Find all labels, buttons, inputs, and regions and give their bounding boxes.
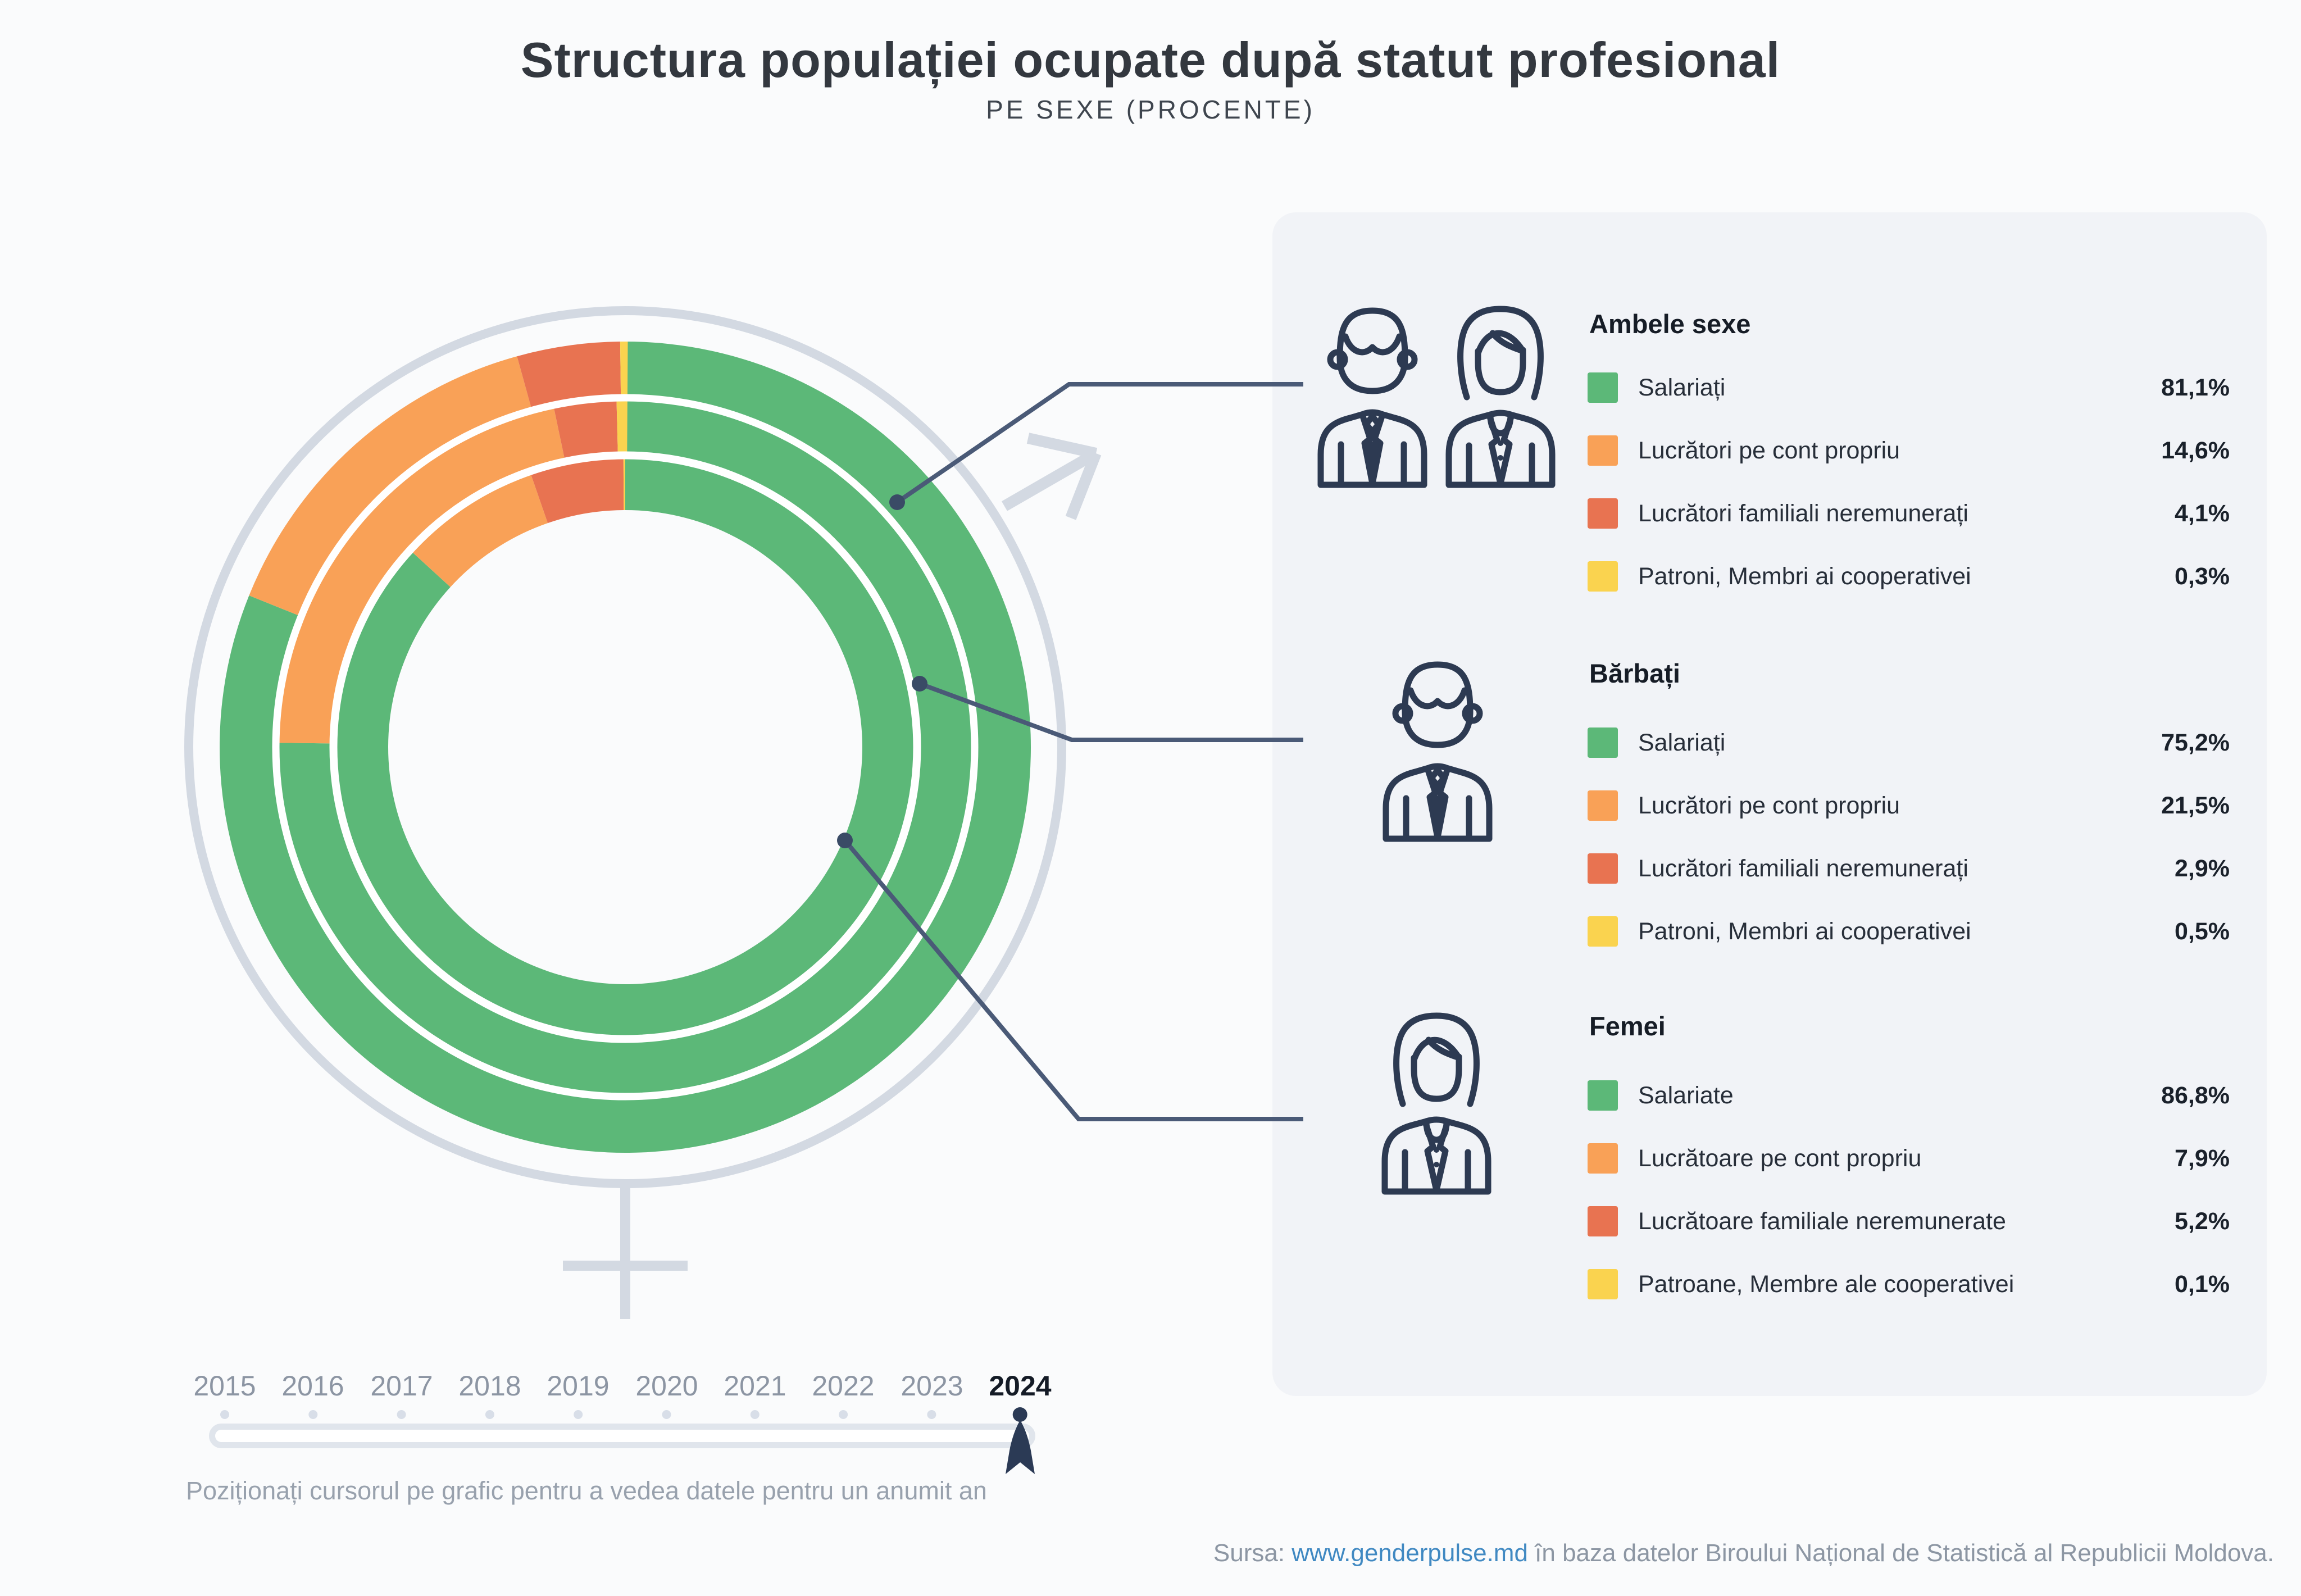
source-suffix: în baza datelor Biroului Național de Statistică al Republicii Moldova. [1527,1539,2274,1567]
legend-row-value: 75,2% [2161,729,2230,756]
connector-dot [912,676,927,692]
connector-dot [889,494,905,510]
slider-dot-2017[interactable] [397,1410,406,1419]
year-2016[interactable]: 2016 [281,1370,344,1402]
year-2017[interactable]: 2017 [370,1370,433,1402]
slider-dot-2016[interactable] [308,1410,317,1419]
legend-row-value: 14,6% [2161,436,2230,464]
female-cross-icon [563,1183,688,1319]
legend-row-value: 0,5% [2174,917,2230,945]
year-slider-handle[interactable] [1005,1419,1035,1476]
legend-row-value: 2,9% [2174,854,2230,882]
year-slider-track[interactable] [209,1424,1035,1448]
connector-dot [837,833,853,848]
legend-row-label: Lucrători pe cont propriu [1638,792,1900,819]
legend-row-label: Lucrători familiali neremunerați [1638,499,1968,527]
legend-row-value: 7,9% [2174,1144,2230,1172]
page-subtitle: PE SEXE (PROCENTE) [986,95,1315,124]
connector-line [897,384,1303,502]
group-heading-barbati: Bărbați [1589,658,1680,688]
slider-dot-2022[interactable] [839,1410,848,1419]
male-arrow-icon [1004,438,1096,518]
legend-row-value: 81,1% [2161,374,2230,401]
legend-row-label: Lucrătoare familiale neremunerate [1638,1207,2006,1235]
legend-row-value: 0,1% [2174,1270,2230,1298]
donut-ring-inner[interactable] [336,458,914,1036]
legend-row-label: Salariate [1638,1081,1734,1109]
slider-dot-2015[interactable] [220,1410,229,1419]
slider-dot-2018[interactable] [485,1410,494,1419]
ring-separator [334,456,917,1039]
year-2020[interactable]: 2020 [635,1370,698,1402]
year-2015[interactable]: 2015 [193,1370,256,1402]
legend-row-label: Salariați [1638,729,1726,756]
legend-row-label: Salariați [1638,374,1726,401]
source-prefix: Sursa: [1213,1539,1292,1567]
year-2023[interactable]: 2023 [901,1370,963,1402]
legend-row-label: Lucrători familiali neremunerați [1638,854,1968,882]
year-2019[interactable]: 2019 [547,1370,610,1402]
source-link[interactable]: www.genderpulse.md [1292,1539,1528,1567]
slider-caption: Poziționați cursorul pe grafic pentru a vedea datele pentru un anumit an [186,1476,987,1505]
slider-dot-2023[interactable] [927,1410,936,1419]
group-heading-femei: Femei [1589,1011,1666,1041]
slider-dot-2021[interactable] [751,1410,760,1419]
legend-row-label: Patroni, Membri ai cooperativei [1638,917,1971,945]
legend-row-label: Patroane, Membre ale cooperativei [1638,1270,2014,1298]
legend-row-label: Patroni, Membri ai cooperativei [1638,562,1971,590]
page-title: Structura populației ocupate după statut profesional [520,32,1781,88]
year-2022[interactable]: 2022 [812,1370,875,1402]
legend-row-value: 4,1% [2174,499,2230,527]
legend-row-value: 86,8% [2161,1081,2230,1109]
year-2021[interactable]: 2021 [724,1370,786,1402]
legend-row-value: 21,5% [2161,792,2230,819]
year-2018[interactable]: 2018 [458,1370,521,1402]
legend-row-label: Lucrători pe cont propriu [1638,436,1900,464]
slider-dot-2019[interactable] [574,1410,583,1419]
slider-dot-2020[interactable] [662,1410,671,1419]
year-2024[interactable]: 2024 [989,1370,1052,1402]
legend-row-value: 0,3% [2174,562,2230,590]
group-heading-ambele-sexe: Ambele sexe [1589,309,1751,339]
legend-row-label: Lucrătoare pe cont propriu [1638,1144,1922,1172]
legend-row-value: 5,2% [2174,1207,2230,1235]
